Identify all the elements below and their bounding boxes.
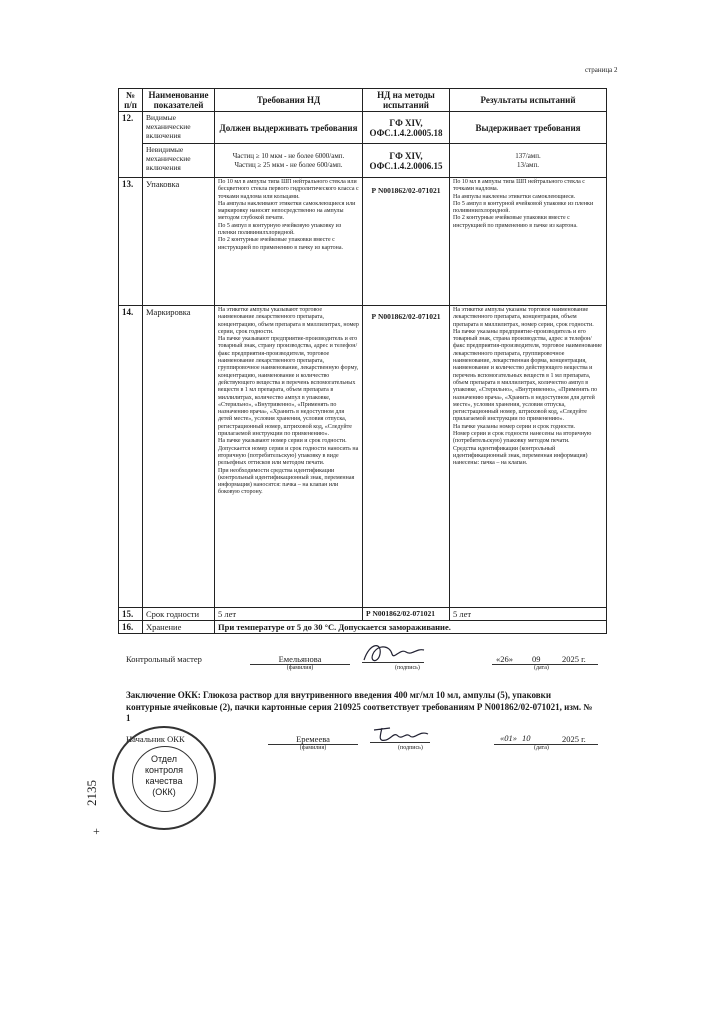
table-row	[119, 608, 607, 621]
master-date-year: 2025 г.	[562, 654, 586, 664]
col-header-num: № п/п	[119, 89, 143, 112]
row-method: ГФ XIV, ОФС.1.4.2.0006.15	[363, 144, 450, 178]
table-header-row	[119, 89, 607, 112]
req-paragraph: При необходимости средства идентификации (контрольный идентификационный знак, переменная информация) наносятся: пачка – на клапан или боковую сторону.	[218, 467, 355, 496]
row-name: Срок годности	[143, 608, 215, 621]
row-number: 14.	[119, 306, 143, 608]
qc-stamp	[112, 726, 216, 830]
row-result: 5 лет	[450, 608, 607, 621]
req-paragraph: На этикетке ампулы указывают торговое наименование лекарственного препарата, концентрацию, объем препарата в миллилитрах, номер серии, срок годности.	[218, 307, 359, 335]
result-paragraph: На ампулы наклеены этикетки самоклеющиеся.	[453, 193, 576, 200]
head-date-caption: (дата)	[534, 745, 549, 751]
result-paragraph: На пачке указаны номер серии и срок годности.	[453, 423, 576, 430]
col-header-result: Результаты испытаний	[450, 89, 607, 112]
req-paragraph: Допускается номер серии и срок годности наносить на вторичную (потребительскую) упаковку в виде рельефных оттисков или методом печати.	[218, 445, 359, 467]
result-paragraph: На этикетке ампулы указаны торговое наименование лекарственного препарата, концентрация, объем препарата в миллилитрах, номер серии, срок годности.	[453, 307, 594, 328]
master-signature	[360, 640, 430, 666]
row-requirement	[215, 144, 363, 178]
result-paragraph: По 10 мл в ампулы типа ШП нейтрального стекла с точками надлома.	[453, 179, 585, 193]
row-requirement	[215, 178, 363, 306]
req-line: Частиц ≥ 25 мкм - не более 600/амп.	[234, 160, 343, 169]
table-row	[119, 306, 607, 608]
req-paragraph: На пачке указывают предприятие-производитель и его товарный знак, страну производства, адрес и телефон/факс предприятия-производителя, торговое наименование лекарственного препарата, группировочное наименование, лекарственную форму, концентрацию, наименование и количество действующего вещества и перечень вспомогательных веществ в 1 мл препарата, объем препарата в миллилитрах, количество ампул в упаковке, «Стерильно», «Внутривенно», «Применять по назначению врача», «Хранить в недоступном для детей месте», условия хранения, условия отпуска, регистрационный номер, штриховой код, «Следуйте прилагаемой инструкции по применению».	[218, 336, 359, 438]
head-surname-caption: (фамилия)	[299, 745, 327, 751]
col-header-req: Требования НД	[215, 89, 363, 112]
row-result: Выдерживает требования	[450, 112, 607, 144]
spec-table	[118, 88, 607, 634]
stamp-line: качества	[145, 776, 183, 786]
row-name: Видимые механические включения	[143, 112, 215, 144]
row-number: 12.	[119, 112, 143, 178]
row-storage-text: При температуре от 5 до 30 °С. Допускается замораживание.	[215, 621, 607, 634]
row-method: ГФ XIV, ОФС.1.4.2.0005.18	[363, 112, 450, 144]
row-requirement: 5 лет	[215, 608, 363, 621]
row-requirement: Должен выдерживать требования	[215, 112, 363, 144]
master-surname-caption: (фамилия)	[286, 665, 314, 671]
master-date-month: 09	[532, 654, 541, 664]
req-paragraph: По 5 ампул в контурную ячейковую упаковку из пленки поливинилхлоридной.	[218, 222, 342, 237]
plus-mark: +	[93, 824, 100, 838]
head-surname: Еремеева	[268, 734, 358, 745]
side-mark: 2135	[84, 780, 99, 806]
stamp-line: (ОКК)	[152, 787, 176, 797]
row-method: Р N001862/02-071021	[363, 306, 450, 608]
col-header-name: Наименование показателей	[143, 89, 215, 112]
stamp-line: Отдел	[150, 754, 178, 764]
master-surname: Емельянова	[250, 654, 350, 665]
result-paragraph: Средства идентификации (контрольный идентификационный знак, переменная информация) нанесены: пачка – на клапан.	[453, 445, 588, 467]
row-name: Упаковка	[143, 178, 215, 306]
head-date-day: «01»	[500, 733, 517, 743]
row-name: Маркировка	[143, 306, 215, 608]
master-label: Контрольный мастер	[126, 654, 202, 664]
col-header-method: НД на методы испытаний	[363, 89, 450, 112]
master-date-caption: (дата)	[534, 665, 549, 671]
row-number: 13.	[119, 178, 143, 306]
head-date-month: 10	[522, 733, 531, 743]
row-result	[450, 306, 607, 608]
head-label: Начальник ОКК	[126, 734, 185, 744]
result-paragraph: На пачке указаны предприятие-производитель и его товарный знак, страна производства, адрес и телефон/факс предприятия-производителя, торговое наименование лекарственного препарата, группировочное наименование, лекарственная форма, концентрация, наименование и количество действующего вещества и перечень вспомогательных веществ в 1 мл препарата, объем препарата в миллилитрах, количество ампул в упаковке, «Стерильно», «Внутривенно», «Применять по назначению врача», «Хранить в недоступном для детей месте», условия хранения, условия отпуска, регистрационный номер, штриховой код, «Следуйте прилагаемой инструкции по применению».	[453, 328, 602, 423]
table-row	[119, 144, 607, 178]
conclusion-text: Заключение ОКК: Глюкоза раствор для внутривенного введения 400 мг/мл 10 мл, ампулы (5), упаковки контурные ячейковые (2), пачки картонные серия 210925 соответствует требованиям Р N001862/02-071021, изм. № 1	[126, 690, 593, 723]
row-result	[450, 178, 607, 306]
result-line: 137/амп.	[515, 151, 541, 160]
row-number: 16.	[119, 621, 143, 634]
req-line: Частиц ≥ 10 мкм - не более 6000/амп.	[232, 151, 345, 160]
stamp-line: контроля	[144, 765, 184, 775]
table-row	[119, 621, 607, 634]
req-paragraph: По 2 контурные ячейковые упаковки вместе с инструкцией по применению в пачку из картона.	[218, 237, 344, 251]
master-sign-caption: (подпись)	[395, 665, 420, 671]
row-name: Хранение	[143, 621, 215, 634]
req-paragraph: На ампулы наклеивают этикетки самоклеющиеся или маркировку наносят непосредственно на ампулы методом глубокой печати.	[218, 200, 356, 222]
row-name: Невидимые механические включения	[143, 144, 215, 178]
table-row	[119, 178, 607, 306]
head-date-year: 2025 г.	[562, 734, 586, 744]
head-sign-caption: (подпись)	[398, 745, 423, 751]
master-date-day: «26»	[496, 654, 513, 664]
row-method: Р N001862/02-071021	[363, 178, 450, 306]
req-paragraph: На пачке указывают номер серии и срок годности.	[218, 438, 347, 445]
result-paragraph: Номер серии и срок годности нанесены на вторичную (потребительскую) упаковку методом печати.	[453, 431, 592, 445]
row-requirement	[215, 306, 363, 608]
result-paragraph: По 5 ампул в контурной ячейковой упаковке из пленки поливинилхлоридной.	[453, 200, 594, 215]
row-method: Р N001862/02-071021	[363, 608, 450, 621]
result-paragraph: По 2 контурные ячейковые упаковки вместе с инструкцией по применению в пачке из картона.	[453, 215, 578, 229]
row-number: 15.	[119, 608, 143, 621]
head-signature	[372, 722, 432, 746]
table-row	[119, 112, 607, 144]
row-result	[450, 144, 607, 178]
result-line: 13/амп.	[517, 160, 539, 169]
page-label: страница 2	[585, 66, 618, 74]
req-paragraph: По 10 мл в ампулы типа ШП нейтрального стекла или бесцветного стекла первого гидролитического класса с точками надлома или кольцами.	[218, 179, 359, 200]
